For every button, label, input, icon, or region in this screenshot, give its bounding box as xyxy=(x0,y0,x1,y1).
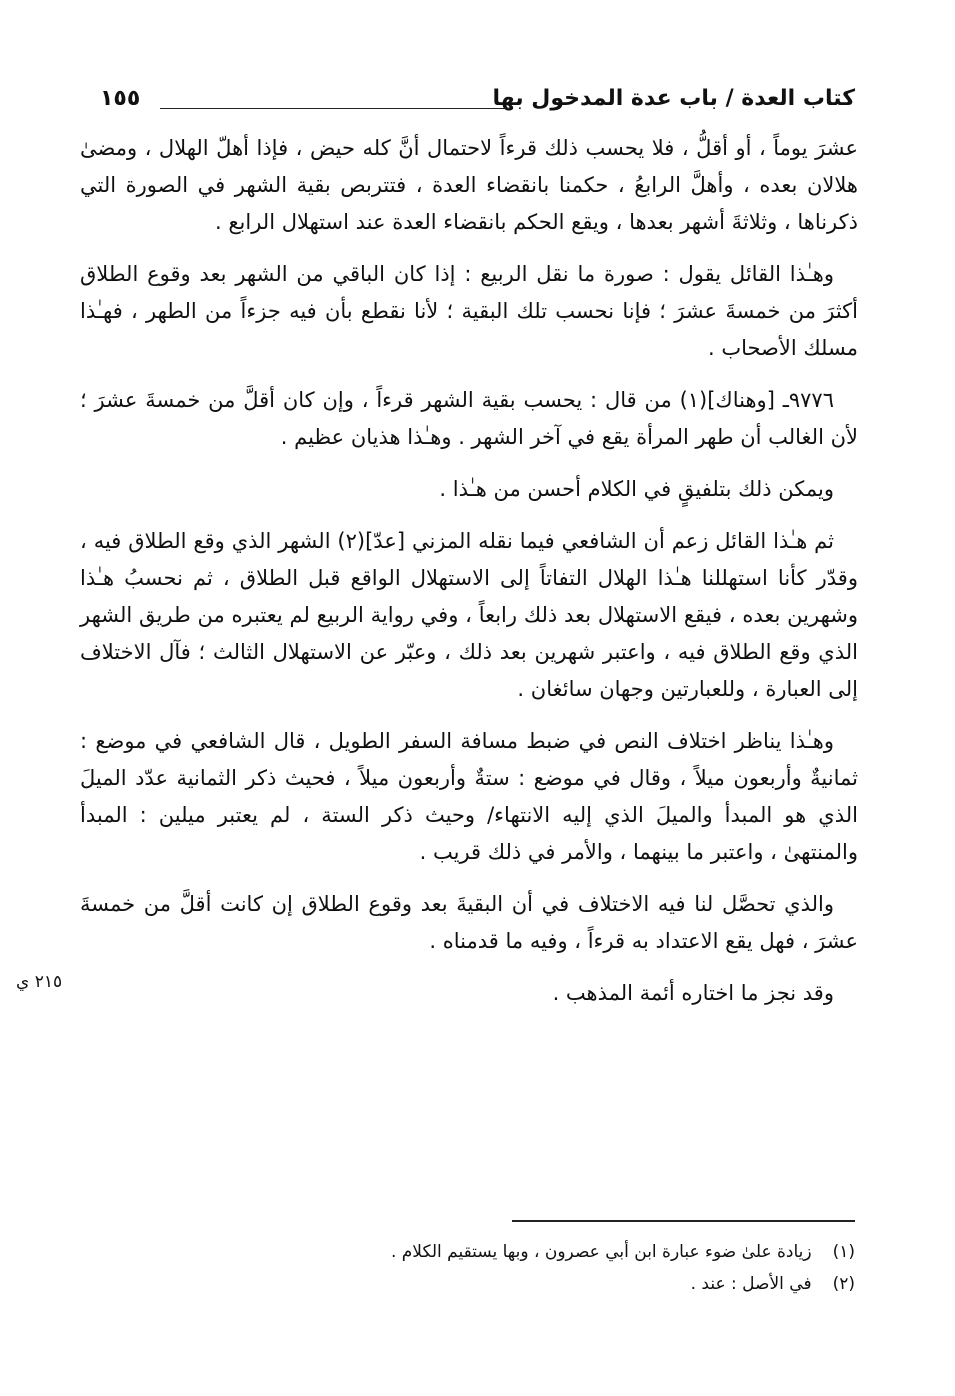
paragraph-8: وقد نجز ما اختاره أئمة المذهب . xyxy=(552,981,834,1005)
footnote-text: في الأصل : عند . xyxy=(690,1274,812,1294)
footnote-number: (٢) xyxy=(832,1274,855,1294)
paragraph-7: والذي تحصَّل لنا فيه الاختلاف في أن البقيةَ بعد وقوع الطلاق إن كانت أقلَّ من خمسةَ عشرَ ، فهل يقع الاعتداد به قرءاً ، وفيه ما قدمناه . xyxy=(80,892,858,953)
paragraph-3: ٩٧٧٦ـ [وهناك](١) من قال : يحسب بقية الشهر قرءاً ، وإن كان أقلَّ من خمسةَ عشرَ ؛ لأن الغالب أن طهر المرأة يقع في آخر الشهر . وهـٰذا هذيان عظيم . xyxy=(80,388,858,449)
header-rule xyxy=(160,108,510,109)
page-number: ١٥٥ xyxy=(100,86,141,111)
footnote-number: (١) xyxy=(832,1242,855,1262)
header-title: كتاب العدة / باب عدة المدخول بها xyxy=(492,86,855,111)
footnotes xyxy=(200,1236,855,1300)
margin-note: ٢١٥ ي xyxy=(16,972,63,992)
paragraph-6: وهـٰذا يناظر اختلاف النص في ضبط مسافة السفر الطويل ، قال الشافعي في موضع : ثمانيةٌ وأربعون ميلاً ، وقال في موضع : ستةٌ وأربعون ميلاً ، فحيث ذكر الثمانية عدّد الميلَ الذي هو المبدأ والميلَ الذي إليه الانتهاء/ وحيث ذكر الستة ، لم يعتبر ميلين : المبدأ والمنتهىٰ ، واعتبر ما بينهما ، والأمر في ذلك قريب . xyxy=(80,729,858,864)
paragraph-5: ثم هـٰذا القائل زعم أن الشافعي فيما نقله المزني [عدّ](٢) الشهر الذي وقع الطلاق فيه ، وقدّر كأنا استهللنا هـٰذا الهلال التفاتاً إلى الاستهلال الواقع قبل الطلاق ، ثم نحسبُ هـٰذا وشهرين بعده ، فيقع الاستهلال بعد ذلك رابعاً ، وفي رواية الربيع لم يعتبره من طريق الشهر الذي وقع الطلاق فيه ، واعتبر شهرين بعد ذلك ، وعبّر عن الاستهلال الثالث ؛ فآل الاختلاف إلى العبارة ، وللعبارتين وجهان سائغان . xyxy=(80,529,858,701)
footnote-2 xyxy=(200,1268,855,1300)
footnote-1 xyxy=(200,1236,855,1268)
footnote-text: زيادة علىٰ ضوء عبارة ابن أبي عصرون ، وبها يستقيم الكلام . xyxy=(390,1242,812,1262)
paragraph-1: عشرَ يوماً ، أو أقلُّ ، فلا يحسب ذلك قرءاً لاحتمال أنَّ كله حيض ، فإذا أهلّ الهلال ، ومضىٰ هلالان بعده ، وأهلَّ الرابعُ ، حكمنا بانقضاء العدة ، فتتربص بقية الشهر في الصورة التي ذكرناها ، وثلاثةَ أشهر بعدها ، ويقع الحكم بانقضاء العدة عند استهلال الرابع . xyxy=(80,136,858,234)
paragraph-2: وهـٰذا القائل يقول : صورة ما نقل الربيع : إذا كان الباقي من الشهر بعد وقوع الطلاق أكثرَ من خمسةَ عشرَ ؛ فإنا نحسب تلك البقية ؛ لأنا نقطع بأن فيه جزءاً من الطهر ، فهـٰذا مسلك الأصحاب . xyxy=(80,262,858,360)
footnote-rule xyxy=(512,1220,855,1222)
main-text xyxy=(80,130,858,1027)
paragraph-4: ويمكن ذلك بتلفيقٍ في الكلام أحسن من هـٰذا . xyxy=(439,477,834,501)
running-header xyxy=(100,86,855,122)
